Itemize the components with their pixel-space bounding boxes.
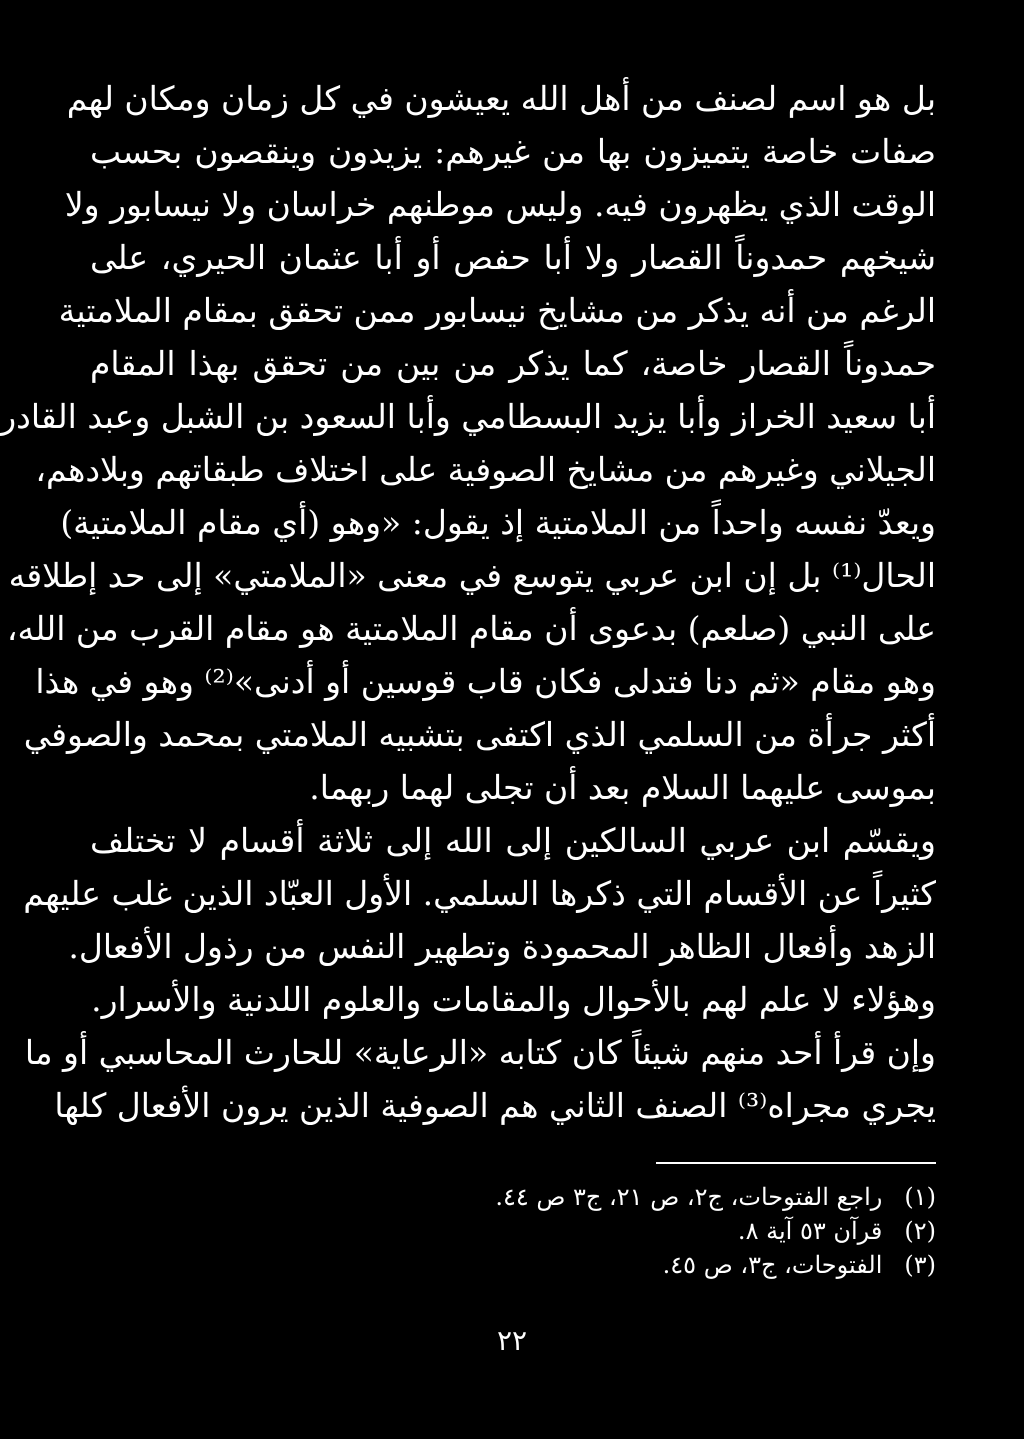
text-line-18: وهؤلاء لا علم لهم بالأحوال والمقامات والعلوم اللدنية والأسرار.: [91, 980, 936, 1019]
footnote-text: الفتوحات، ج٣، ص ٤٥.: [662, 1251, 883, 1279]
footnote-number: (٢): [904, 1217, 936, 1245]
text-line-10: الحال⁽¹⁾ بل إن ابن عربي يتوسع في معنى «الملامتي» إلى حد إطلاقه: [8, 556, 936, 595]
text-line-4: شيخهم حمدوناً القصار ولا أبا حفص أو أبا عثمان الحيري، على: [90, 238, 936, 277]
footnote-1: [300, 1180, 936, 1214]
text-line-17: الزهد وأفعال الظاهر المحمودة وتطهير النفس من رذول الأفعال.: [68, 927, 936, 966]
text-line-15: ويقسّم ابن عربي السالكين إلى الله إلى ثلاثة أقسام لا تختلف: [90, 821, 936, 860]
footnote-divider: [656, 1162, 936, 1164]
text-line-16: كثيراً عن الأقسام التي ذكرها السلمي. الأول العبّاد الذين غلب عليهم: [23, 874, 936, 913]
text-line-7: أبا سعيد الخراز وأبا يزيد البسطامي وأبا السعود بن الشبل وعبد القادر: [0, 397, 936, 436]
text-line-12: وهو مقام «ثم دنا فتدلى فكان قاب قوسين أو أدنى»⁽²⁾ وهو في هذا: [35, 662, 936, 701]
footnotes: [300, 1180, 936, 1282]
text-line-13: أكثر جرأة من السلمي الذي اكتفى بتشبيه الملامتي بمحمد والصوفي: [23, 715, 936, 754]
footnote-number: (١): [904, 1183, 936, 1211]
text-line-5: الرغم من أنه يذكر من مشايخ نيسابور ممن تحقق بمقام الملامتية: [58, 291, 936, 330]
footnote-2: [300, 1214, 936, 1248]
text-line-20: يجري مجراه⁽³⁾ الصنف الثاني هم الصوفية الذين يرون الأفعال كلها: [54, 1086, 936, 1125]
text-line-1: بل هو اسم لصنف من أهل الله يعيشون في كل زمان ومكان لهم: [66, 79, 936, 118]
text-line-3: الوقت الذي يظهرون فيه. وليس موطنهم خراسان ولا نيسابور ولا: [64, 185, 936, 224]
text-line-6: حمدوناً القصار خاصة، كما يذكر من بين من تحقق بهذا المقام: [90, 344, 936, 383]
text-line-8: الجيلاني وغيرهم من مشايخ الصوفية على اختلاف طبقاتهم وبلادهم،: [35, 450, 936, 489]
text-line-19: وإن قرأ أحد منهم شيئاً كان كتابه «الرعاية» للحارث المحاسبي أو ما: [24, 1033, 936, 1072]
page-number: ٢٢: [496, 1324, 528, 1357]
text-line-11: على النبي (صلعم) بدعوى أن مقام الملامتية هو مقام القرب من الله،: [6, 609, 936, 648]
text-line-2: صفات خاصة يتميزون بها من غيرهم: يزيدون وينقصون بحسب: [90, 132, 936, 171]
footnote-text: قرآن ٥٣ آية ٨.: [737, 1217, 883, 1245]
footnote-3: [300, 1248, 936, 1282]
text-line-9: ويعدّ نفسه واحداً من الملامتية إذ يقول: «وهو (أي مقام الملامتية): [60, 503, 936, 542]
footnote-text: راجع الفتوحات، ج٢، ص ٢١، ج٣ ص ٤٤.: [495, 1183, 883, 1211]
footnote-number: (٣): [904, 1251, 936, 1279]
main-text: [0, 72, 936, 1132]
text-line-14: بموسى عليهما السلام بعد أن تجلى لهما ربهما.: [309, 768, 936, 807]
